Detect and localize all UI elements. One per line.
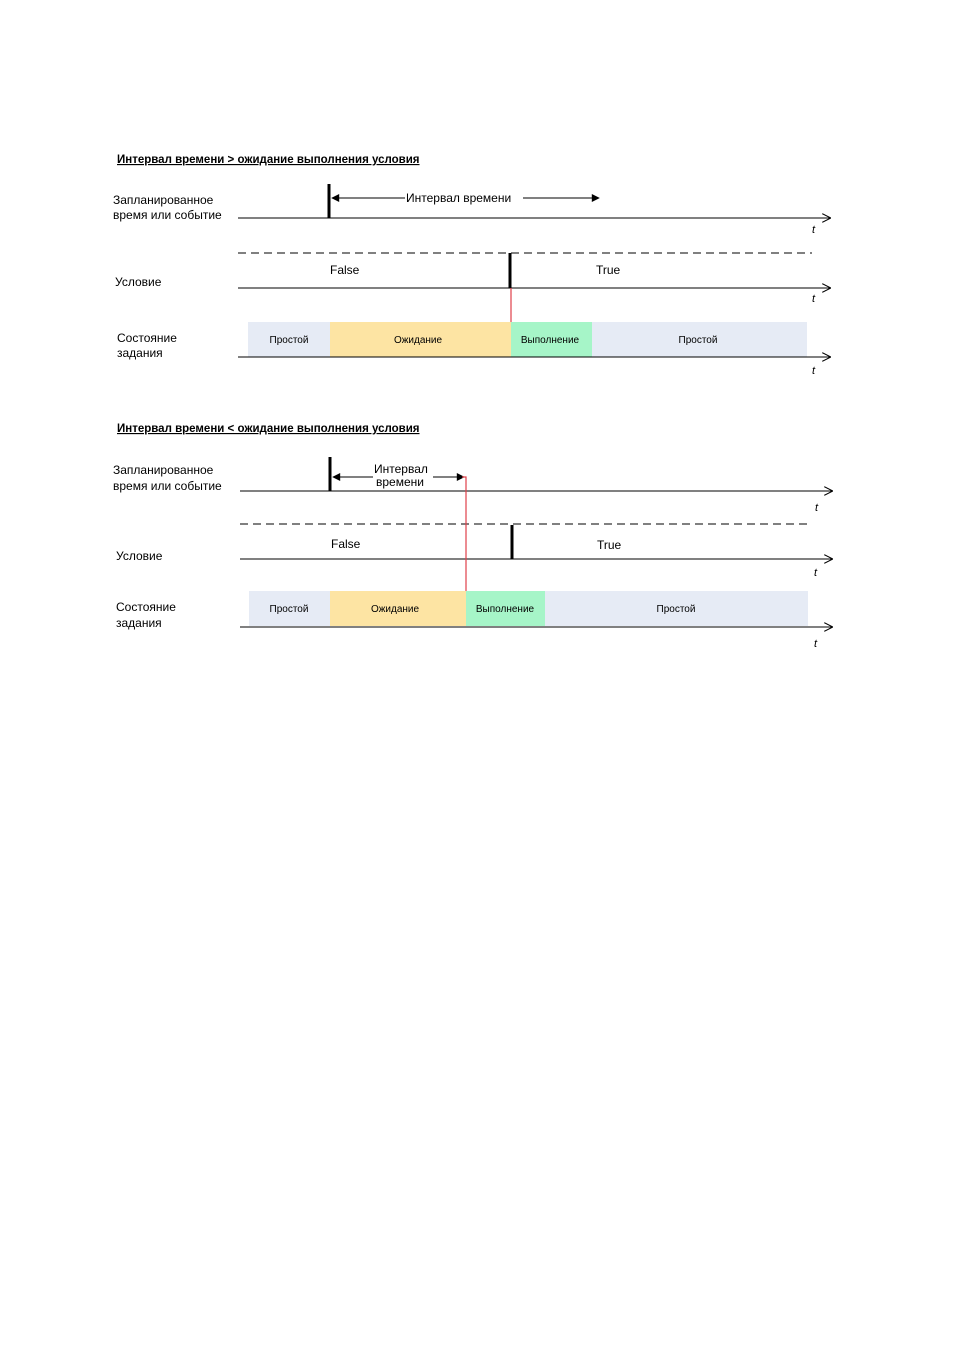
scheduled-axis-t-label: t [812, 224, 816, 236]
condition-axis-t-label: t [812, 293, 816, 305]
interval-label: Интервал времени [406, 191, 512, 205]
state-label-line1: Состояние [117, 331, 177, 345]
state-segment-running-label: Выполнение [520, 335, 580, 346]
state-label-line2: задания [117, 346, 163, 360]
diagram-2-title: Интервал времени < ожидание выполнения условия [117, 423, 420, 435]
scheduled-label-line1: Запланированное [113, 193, 214, 207]
diagram-2 [113, 423, 832, 650]
execution-trigger-line [462, 477, 466, 591]
diagram-1-title: Интервал времени > ожидание выполнения условия [117, 154, 420, 166]
state-segment-running-label: Выполнение [475, 604, 535, 615]
condition-false-label: False [330, 263, 360, 277]
state-segment-idle-2-label: Простой [656, 604, 696, 615]
state-segment-waiting-label: Ожидание [393, 335, 443, 346]
diagram-1 [113, 154, 830, 377]
condition-true-label: True [597, 538, 622, 552]
interval-label-line1: Интервал [374, 462, 428, 476]
state-segment-idle-1-label: Простой [269, 604, 309, 615]
state-label-line1: Состояние [116, 600, 176, 614]
condition-label: Условие [115, 275, 162, 289]
condition-true-label: True [596, 263, 621, 277]
scheduled-axis-t-label: t [815, 502, 819, 514]
condition-label: Условие [116, 549, 163, 563]
interval-label-line2: времени [376, 475, 424, 489]
state-segment-idle-1-label: Простой [269, 335, 309, 346]
condition-false-label: False [331, 537, 361, 551]
state-segment-idle-2-label: Простой [678, 335, 718, 346]
scheduled-label-line2: время или событие [113, 479, 222, 493]
scheduled-label-line1: Запланированное [113, 463, 214, 477]
state-label-line2: задания [116, 616, 162, 630]
state-axis-t-label: t [814, 638, 818, 650]
state-segment-waiting-label: Ожидание [370, 604, 420, 615]
state-axis-t-label: t [812, 365, 816, 377]
condition-axis-t-label: t [814, 567, 818, 579]
scheduled-label-line2: время или событие [113, 208, 222, 222]
